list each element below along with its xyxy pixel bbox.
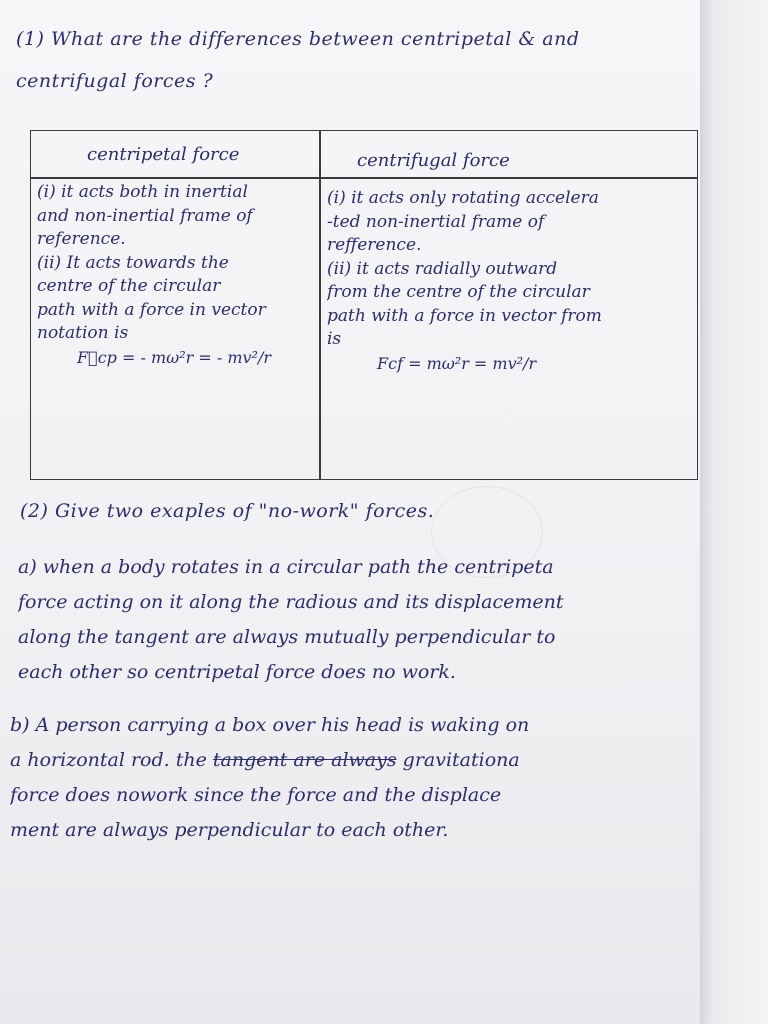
answer-a [18,550,700,690]
answer-line [10,743,700,778]
answer-b [10,708,700,848]
table-row: and non-inertial frame of [37,205,253,226]
table-row: path with a force in vector from [327,305,602,326]
question-2-title: (2) Give two exaples of "no-work" forces. [20,500,435,522]
comparison-table [30,130,698,480]
table-row: centre of the circular [37,276,221,296]
table-row: refference. [327,235,422,255]
page-edge [700,0,768,1024]
answer-line: force acting on it along the radious and its displacement [18,591,564,613]
answer-line: force does nowork since the force and the displace [10,784,502,806]
table-row: path with a force in vector [37,299,266,320]
table-row: reference. [37,229,126,249]
answer-line: each other so centripetal force does no work. [18,661,456,683]
table-row: notation is [37,323,129,343]
table-header-divider [31,177,697,179]
table-row: (i) it acts only rotating accelera [327,188,599,208]
table-row: (ii) It acts towards the [37,252,229,273]
answer-text: gravitationa [402,749,520,771]
answer-text: a horizontal rod. the [10,749,207,771]
answer-line: ment are always perpendicular to each other. [10,819,449,841]
centripetal-column [37,181,319,369]
table-row: (ii) it acts radially outward [327,258,558,279]
question-1-line-1: (1) What are the differences between centripetal & and [16,28,580,50]
table-row: (i) it acts both in inertial [37,182,248,202]
question-1-line-2: centrifugal forces ? [16,70,214,92]
centripetal-formula: F⃗cp = - mω²r = - mv²/r [77,347,271,367]
table-row: from the centre of the circular [327,282,590,302]
table-row: is [327,329,342,349]
answer-line: a) when a body rotates in a circular path the centripeta [18,556,554,578]
table-column-divider [319,131,321,479]
table-row: -ted non-inertial frame of [327,211,545,232]
table-header-centripetal: centripetal force [87,144,240,165]
centrifugal-formula: Fcf = mω²r = mv²/r [377,353,537,373]
centrifugal-column [327,187,699,375]
answer-line: along the tangent are always mutually perpendicular to [18,626,556,648]
struck-out-text: tangent are always [212,749,397,771]
table-header-centrifugal: centrifugal force [357,150,510,171]
answer-line: b) A person carrying a box over his head is waking on [10,714,530,736]
